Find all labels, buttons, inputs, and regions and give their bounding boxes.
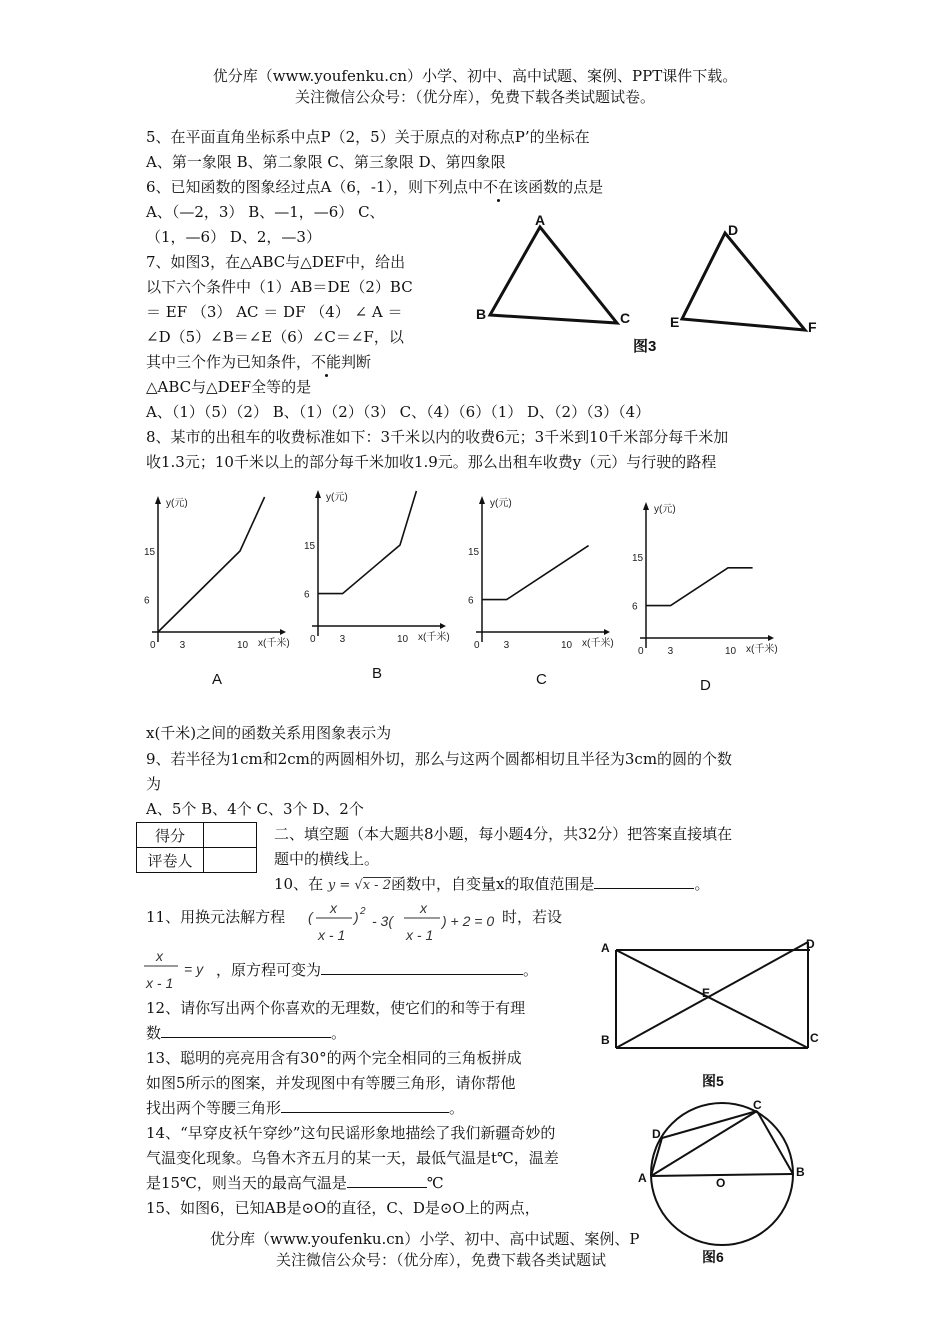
graph-b-ylabel: y(元) (326, 492, 348, 503)
grader-cell[interactable] (204, 848, 257, 873)
graph-a-ylabel: y(元) (166, 498, 188, 509)
q14-line3 (146, 1173, 444, 1193)
q6-text-c: 该函数的点是 (513, 178, 604, 196)
graph-a-y-arrow (155, 496, 161, 504)
q11-frac1-den: x - 1 (318, 927, 346, 943)
q9-options: A、5个 B、4个 C、3个 D、2个 (146, 800, 364, 818)
fig5-label-d: D (806, 937, 815, 951)
graph-d-x-arrow (768, 635, 774, 641)
score-table (136, 822, 257, 873)
q5-options: A、第一象限 B、第二象限 C、第三象限 D、第四象限 (146, 153, 506, 171)
fig5-label-b: B (601, 1033, 610, 1047)
page-footer-line1: 优分库（www.youfenku.cn）小学、初中、高中试题、案例、P (210, 1230, 640, 1248)
graph-b-xlabel: x(千米) (418, 632, 450, 643)
graph-b-letter: B (372, 665, 383, 682)
q14-answer-blank[interactable] (347, 1173, 427, 1188)
graph-b-x-arrow (440, 623, 446, 629)
q10-prefix: 10、在 (274, 875, 324, 893)
q10-answer-blank[interactable] (594, 874, 694, 889)
q6-text-a: 6、已知函数的图象经过点A（6，-1），则下列点中 (146, 178, 484, 196)
svg-text:(: ( (308, 909, 313, 925)
fig3-label-a: A (535, 212, 546, 228)
q10-formula-y: y (327, 878, 336, 893)
graph-c-xtick-0: 0 (474, 640, 480, 651)
q9-line2: 为 (146, 775, 162, 793)
section2-line1: 二、填空题（本大题共8小题，每小题4分，共32分）把答案直接填在 (274, 825, 733, 843)
graph-a-xtick-10: 10 (237, 640, 249, 651)
graph-c-letter: C (536, 671, 547, 688)
graph-b-xtick-3: 3 (339, 634, 346, 645)
graph-d-ylabel: y(元) (654, 504, 676, 515)
graph-a-x-arrow (280, 629, 286, 635)
q11-frac2-den: x - 1 (406, 927, 434, 943)
q11-sub-eq: = y (184, 961, 204, 977)
q12-answer-blank[interactable] (161, 1023, 331, 1038)
graph-d-ytick-15: 15 (632, 553, 644, 564)
graph-b-line (318, 491, 416, 594)
graph-a-xlabel: x(千米) (258, 638, 290, 649)
q7-line5-c: 判断 (341, 353, 372, 371)
q14-line2: 气温变化现象。乌鲁木齐五月的某一天，最低气温是t℃，温差 (146, 1149, 559, 1167)
q11-end: 。 (523, 961, 539, 979)
fig5-label-a: A (601, 941, 610, 955)
graph-b-xtick-0: 0 (310, 634, 316, 645)
q13-line3 (146, 1098, 464, 1118)
graph-b-xtick-10: 10 (397, 634, 409, 645)
q11-tail: ) + 2 = 0 (442, 913, 495, 929)
fig6-label-a: A (638, 1171, 647, 1185)
graph-c-y-arrow (479, 496, 485, 504)
q12-line2 (146, 1023, 346, 1043)
q11-power: 2 (360, 906, 366, 917)
fig6-caption: 图6 (702, 1249, 724, 1265)
fig5-label-e: E (702, 986, 711, 1000)
q7-line4: ∠D（5）∠B＝∠E（6）∠C＝∠F，以 (146, 328, 404, 346)
fig3-label-f: F (808, 319, 817, 335)
q12-end: 。 (331, 1024, 347, 1042)
q7-line6: △ABC与△DEF全等的是 (146, 378, 312, 396)
graph-d-xtick-3: 3 (667, 646, 674, 657)
q11-sub-num: x (156, 948, 163, 964)
q14-line1: 14、“早穿皮袄午穿纱”这句民谣形象地描绘了我们新疆奇妙的 (146, 1124, 556, 1142)
q11-mid: - 3( (372, 913, 393, 929)
graph-a-line (158, 497, 265, 632)
fig6-label-d: D (652, 1127, 661, 1141)
q14-end: ℃ (426, 1174, 444, 1192)
q6-text (146, 177, 603, 197)
q6-options-2: （1，—6） D、2，—3） (146, 228, 321, 246)
fig6-label-o: O (716, 1176, 726, 1190)
fig5-label-c: C (810, 1031, 819, 1045)
graph-c-xlabel: x(千米) (582, 638, 614, 649)
figure-6 (636, 1098, 826, 1270)
q11-line2-text: ，原方程可变为 (216, 961, 322, 979)
q8-line1: 8、某市的出租车的收费标准如下：3千米以内的收费6元；3千米到10千米部分每千米加 (146, 428, 729, 446)
q11-line2 (216, 960, 538, 980)
q13-end: 。 (449, 1099, 465, 1117)
q11-condition: 时，若设 (502, 908, 563, 926)
q10-end: 。 (694, 875, 710, 893)
graph-c-ylabel: y(元) (490, 498, 512, 509)
q7-line3: ＝ EF （3） AC ＝ DF （4） ∠ A ＝ (146, 303, 403, 321)
q7-line2: 以下六个条件中（1）AB＝DE（2）BC (146, 278, 413, 296)
q12-line2-text: 数 (146, 1024, 162, 1042)
score-label: 得分 (137, 823, 204, 848)
graph-c-xtick-10: 10 (561, 640, 573, 651)
q5-text: 5、在平面直角坐标系中点P（2，5）关于原点的对称点P’的坐标在 (146, 128, 590, 146)
graph-c-ytick-15: 15 (468, 547, 480, 558)
graph-a-letter: A (212, 671, 223, 688)
q11-sub-den: x - 1 (146, 975, 174, 991)
fig3-caption: 图3 (633, 338, 657, 355)
graph-d-ytick-6: 6 (632, 601, 638, 613)
graph-a-ytick-6: 6 (144, 595, 150, 607)
q8-line2: 收1.3元；10千米以上的部分每千米加收1.9元。那么出租车收费y（元）与行驶的路程 (146, 453, 717, 471)
q8-line3: x(千米)之间的函数关系用图象表示为 (146, 724, 392, 742)
q7-options: A、（1）（5）（2） B、（1）（2）（3） C、（4）（6）（1） D、（2）（3）（4） (146, 403, 651, 421)
fig3-label-b: B (476, 306, 487, 322)
score-cell[interactable] (204, 823, 257, 848)
graph-d-xlabel: x(千米) (746, 644, 778, 655)
graph-c-xtick-3: 3 (503, 640, 510, 651)
figure-5 (596, 936, 826, 1096)
q11-substitution (142, 946, 222, 994)
q11-answer-blank[interactable] (321, 960, 523, 975)
graph-b-ytick-15: 15 (304, 541, 316, 552)
q10-suffix: 函数中，自变量x的取值范围是 (390, 875, 595, 893)
graph-b-ytick-6: 6 (304, 589, 310, 601)
graph-b-y-arrow (315, 490, 321, 498)
q10-formula-eq: = (339, 878, 351, 893)
graph-c-line (482, 546, 589, 600)
fig3-label-e: E (670, 314, 680, 330)
section2-line2: 题中的横线上。 (274, 850, 380, 868)
q7-line5-a: 其中三个作为已知条件， (146, 353, 312, 371)
q13-line2: 如图5所示的图案，并发现图中有等腰三角形，请你帮他 (146, 1074, 516, 1092)
fig6-label-c: C (753, 1098, 762, 1112)
q10-formula: y = √x - 2 (327, 878, 391, 893)
q13-answer-blank[interactable] (281, 1098, 449, 1113)
graph-d-line (646, 568, 753, 606)
page-header-line2: 关注微信公众号：（优分库），免费下载各类试题试卷。 (294, 88, 655, 106)
graph-a-ytick-15: 15 (144, 547, 156, 558)
q14-line3-text: 是15℃，则当天的最高气温是 (146, 1174, 347, 1192)
fig3-label-c: C (620, 310, 631, 326)
figure-3 (470, 212, 830, 365)
fig6-label-b: B (796, 1165, 805, 1179)
q11-frac2-num: x (420, 900, 427, 916)
graph-a-xtick-3: 3 (179, 640, 186, 651)
graph-a-xtick-0: 0 (150, 640, 156, 651)
q15-line1: 15、如图6，已知AB是⊙O的直径，C、D是⊙O上的两点， (146, 1199, 540, 1217)
graph-d-xtick-10: 10 (725, 646, 737, 657)
svg-text:): ) (354, 909, 359, 925)
q8-graph-options (0, 490, 950, 710)
fig5-caption: 图5 (702, 1073, 724, 1089)
graph-d-xtick-0: 0 (638, 646, 644, 657)
q13-line1: 13、聪明的亮亮用含有30°的两个完全相同的三角板拼成 (146, 1049, 522, 1067)
q11-prefix: 11、用换元法解方程 (146, 908, 286, 926)
triangle-def (682, 233, 805, 330)
page-footer-line2: 关注微信公众号：（优分库），免费下载各类试题试 (276, 1251, 607, 1269)
q7-emphasis: 不能 (311, 353, 342, 371)
fig3-label-d: D (728, 222, 739, 238)
graph-d-letter: D (700, 677, 711, 694)
q7-line1: 7、如图3，在△ABC与△DEF中，给出 (146, 253, 406, 271)
q6-emphasis: 不在 (483, 178, 514, 196)
q12-line1: 12、请你写出两个你喜欢的无理数，使它们的和等于有理 (146, 999, 526, 1017)
q7-line5 (146, 352, 371, 372)
graph-c-ytick-6: 6 (468, 595, 474, 607)
q13-line3-text: 找出两个等腰三角形 (146, 1099, 282, 1117)
graph-c-x-arrow (604, 629, 610, 635)
q9-line1: 9、若半径为1cm和2cm的两圆相外切，那么与这两个圆都相切且半径为3cm的圆的个数 (146, 750, 733, 768)
triangle-abc (490, 227, 617, 323)
q11-frac1-num: x (330, 900, 337, 916)
q10-formula-radicand: x - 2 (362, 878, 391, 893)
page-header-line1: 优分库（www.youfenku.cn）小学、初中、高中试题、案例、PPT课件下载。 (212, 67, 738, 85)
q6-options-1: A、（—2，3） B、—1，—6） C、 (146, 203, 385, 221)
q10-line (274, 874, 709, 896)
graph-d-y-arrow (643, 502, 649, 510)
grader-label: 评卷人 (137, 848, 204, 873)
